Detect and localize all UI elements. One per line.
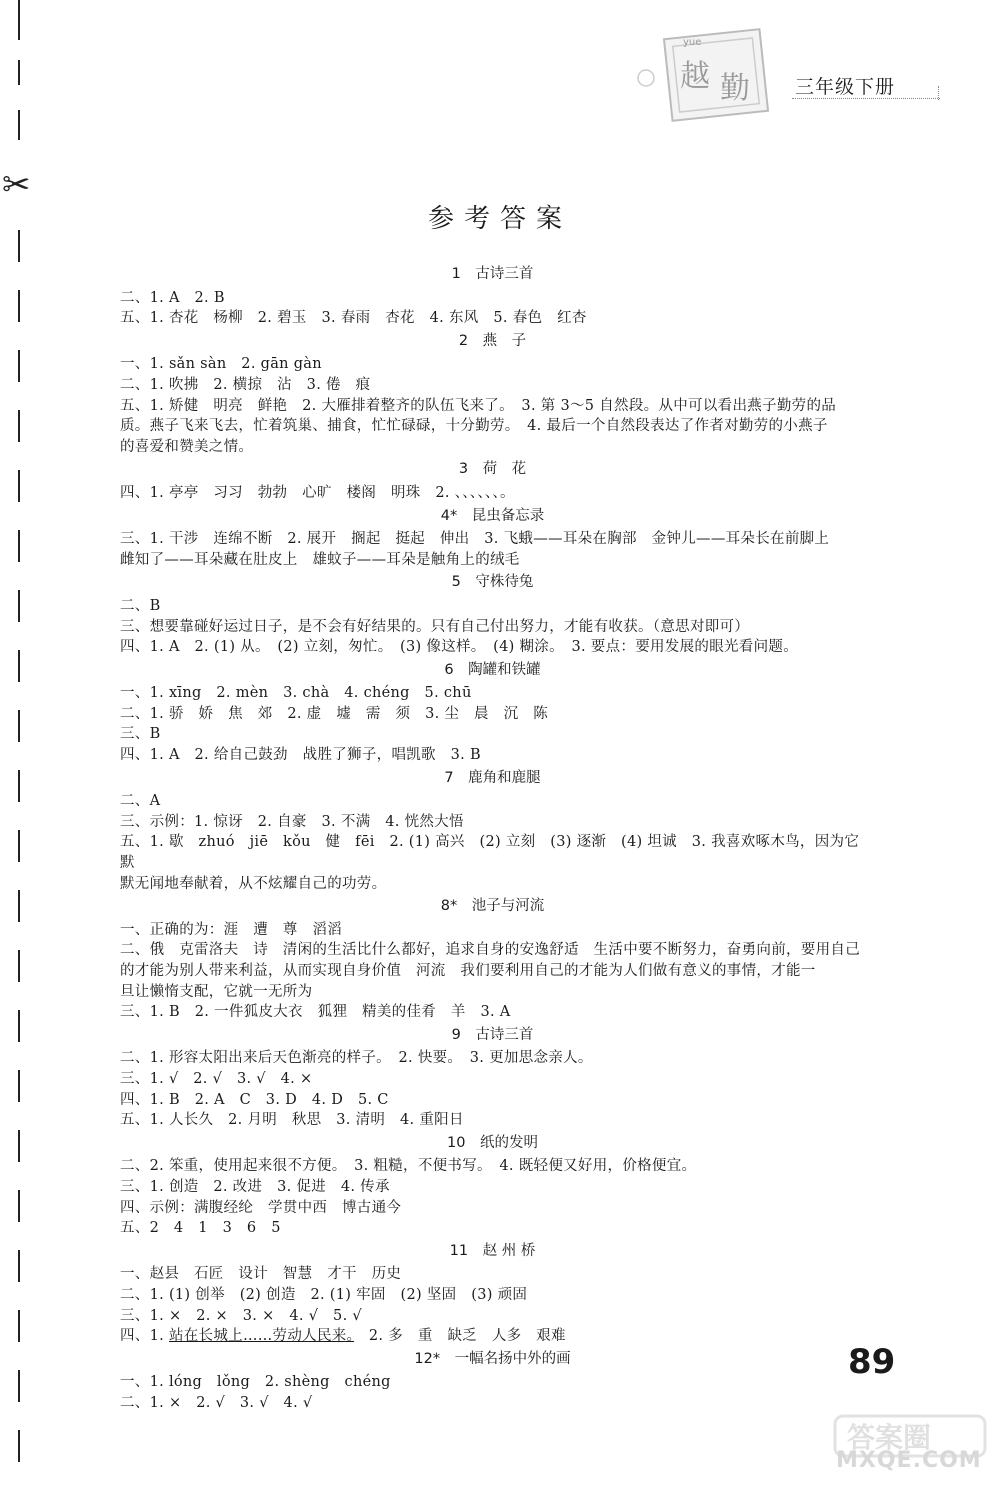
lesson-heading: 9 古诗三首: [451, 1026, 534, 1043]
lesson-heading: 1 古诗三首: [451, 266, 534, 282]
stamp-char-2: 勤: [720, 71, 750, 106]
page-title: 参考答案: [427, 204, 572, 234]
page-number: 89: [848, 1342, 896, 1382]
stamp-logo: [628, 20, 778, 130]
answer-line: 一、1. sǎn sàn 2. gān gàn: [120, 356, 322, 373]
answer-line: 一、正确的为：涯 遭 尊 滔滔: [120, 921, 342, 938]
answer-line: 二、1. 形容太阳出来后天色渐亮的样子。 2. 快要。 3. 更加思念亲人。: [120, 1050, 593, 1067]
grade-underline: [792, 98, 940, 99]
scissors-icon: ✂: [2, 165, 31, 205]
answer-line: 二、1. 骄 娇 焦 郊 2. 虚 墟 需 须 3. 尘 晨 沉 陈: [120, 705, 549, 722]
lesson-heading-12: 12* 一幅名扬中外的画: [414, 1350, 571, 1367]
answer-line: 旦让懒惰支配，它就一无所为: [120, 983, 313, 1000]
answer-line: 三、1. 干涉 连绵不断 2. 展开 搁起 挺起 伸出 3. 飞蛾——耳朵在胸部 金钟儿——耳朵长在前脚上: [120, 531, 830, 548]
lesson-heading: 4* 昆虫备忘录: [440, 507, 545, 524]
answer-line: 一、赵县 石匠 设计 智慧 才干 历史: [120, 1266, 402, 1283]
answer-line: 二、1. × 2. √ 3. √ 4. √: [120, 1394, 313, 1411]
answer-line: 三、1. B 2. 一件狐皮大衣 狐狸 精美的佳肴 羊 3. A: [120, 1004, 511, 1021]
answer-line: 二、2. 笨重，使用起来很不方便。 3. 粗糙，不便书写。 4. 既轻便又好用，价格便宜。: [120, 1158, 697, 1175]
stamp-char-1: 越: [680, 59, 710, 94]
answer-line: 的喜爱和赞美之情。: [120, 438, 254, 455]
lesson-heading: 3 荷 花: [458, 461, 527, 478]
answers-content: [120, 262, 865, 1413]
answer-line: 二、1. 吹拂 2. 横掠 沾 3. 倦 痕: [120, 376, 371, 393]
answer-line-11-4: [120, 1326, 865, 1347]
answer-line: 一、1. lóng lǒng 2. shèng chéng: [120, 1374, 391, 1391]
answer-line: 一、1. xīng 2. mèn 3. chà 4. chéng 5. chū: [120, 685, 472, 702]
underlined-answer: 站在长城上……劳动人民来。: [168, 1328, 355, 1345]
answer-line: 五、1. 歇 zhuó jiē kǒu 健 fēi 2. (1) 高兴 (2) 立刻 (3) 逐渐 (4) 坦诚 3. 我喜欢啄木鸟，因为它默: [120, 834, 860, 872]
answer-line: 二、A: [120, 793, 161, 810]
answer-line: 雌知了——耳朵藏在肚皮上 雄蚊子——耳朵是触角上的绒毛: [120, 551, 520, 568]
answer-line: 质。燕子飞来飞去，忙着筑巢、捕食，忙忙碌碌，十分勤劳。 4. 最后一个自然段表达了作者对勤劳的小燕子: [120, 418, 828, 435]
answer-line: 三、示例：1. 惊讶 2. 自豪 3. 不满 4. 恍然大悟: [120, 813, 464, 830]
answer-line: 三、想要靠碰好运过日子，是不会有好结果的。只有自己付出努力，才能有收获。（意思对即可）: [120, 618, 750, 635]
answer-line: 三、1. × 2. × 3. × 4. √ 5. √: [120, 1307, 362, 1324]
answer-line: 五、1. 矫健 明亮 鲜艳 2. 大雁排着整齐的队伍飞来了。 3. 第 3～5 自然段。从中可以看出燕子勤劳的品: [120, 397, 837, 414]
answer-line: 二、俄 克雷洛夫 诗 清闲的生活比什么都好，追求自身的安逸舒适 生活中要不断努力，奋勇向前，要用自己: [120, 942, 860, 959]
lesson-heading: 2 燕 子: [458, 332, 527, 349]
lesson-heading: 7 鹿角和鹿腿: [444, 769, 541, 786]
answer-line: 四、1. A 2. (1) 从。 (2) 立刻，匆忙。 (3) 像这样。 (4) 糊涂。 3. 要点：要用发展的眼光看问题。: [120, 639, 798, 656]
answer-prefix: 四、1.: [120, 1328, 169, 1345]
watermark-chars: 答案圈: [847, 1421, 932, 1454]
answer-line: 五、1. 杏花 杨柳 2. 碧玉 3. 春雨 杏花 4. 东风 5. 春色 红杏: [120, 310, 587, 327]
lesson-heading: 6 陶罐和铁罐: [444, 661, 541, 678]
answer-line: 默无闻地奉献着，从不炫耀自己的功劳。: [120, 875, 387, 892]
lesson-heading: 10 纸的发明: [447, 1134, 538, 1151]
lessons-list: [120, 264, 865, 1326]
lesson-heading: 11 赵 州 桥: [449, 1242, 536, 1259]
answer-line: 四、1. A 2. 给自己鼓劲 战胜了狮子，唱凯歌 3. B: [120, 747, 481, 764]
stamp-pinyin: yue: [683, 37, 702, 48]
lesson-heading: 8* 池子与河流: [440, 898, 545, 915]
answer-line: 五、2 4 1 3 6 5: [120, 1220, 281, 1237]
lesson-heading: 5 守株待兔: [451, 574, 534, 591]
answer-line: 四、1. B 2. A C 3. D 4. D 5. C: [120, 1091, 389, 1108]
answer-rest: 2. 多 重 缺乏 人多 艰难: [354, 1328, 566, 1345]
grade-underline-tick: [938, 86, 939, 100]
answer-line: 二、B: [120, 597, 161, 614]
answer-line: 三、1. √ 2. √ 3. √ 4. ×: [120, 1070, 313, 1087]
answer-line: 三、1. 创造 2. 改进 3. 促进 4. 传承: [120, 1178, 390, 1195]
grade-label: 三年级下册: [795, 76, 896, 98]
answer-line: 三、B: [120, 726, 161, 743]
answer-line: 四、1. 亭亭 习习 勃勃 心旷 楼阁 明珠 2. 、、、、、、。: [120, 484, 515, 501]
answer-line: 二、1. A 2. B: [120, 289, 225, 306]
watermark-domain: MXQE.COM: [836, 1448, 982, 1473]
answer-line: 四、示例：满腹经纶 学贯中西 博古通今: [120, 1199, 402, 1216]
answer-line: 五、1. 人长久 2. 月明 秋思 3. 清明 4. 重阳日: [120, 1112, 464, 1129]
answer-line: 的才能为别人带来利益，从而实现自身价值 河流 我们要利用自己的才能为人们做有意义的事情，才能一: [120, 963, 816, 979]
answer-line: 二、1. (1) 创举 (2) 创造 2. (1) 牢固 (2) 坚固 (3) 顽固: [120, 1286, 528, 1303]
